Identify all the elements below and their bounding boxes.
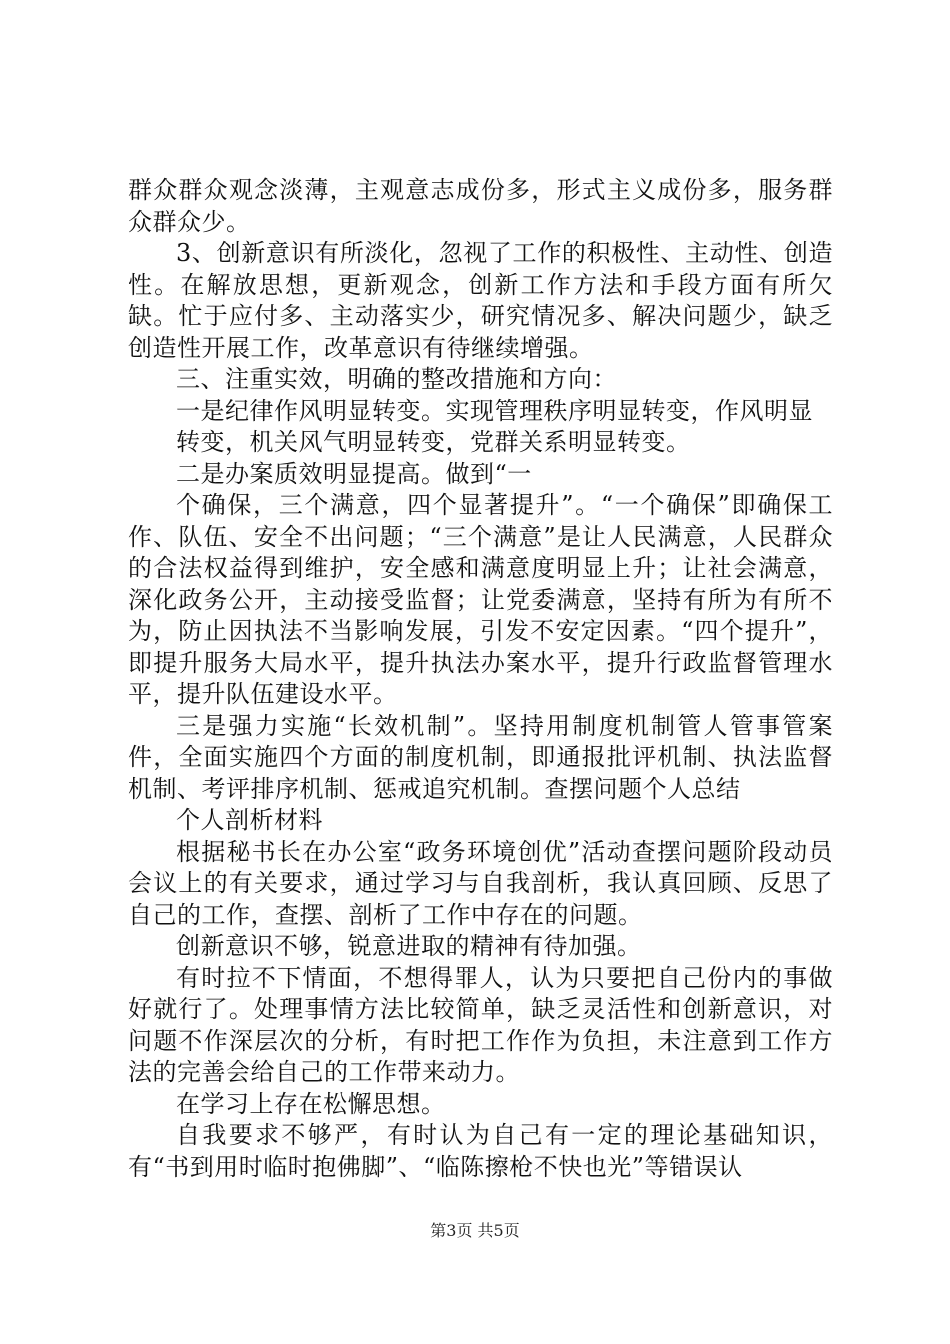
paragraph: 根据秘书长在办公室“政务环境创优”活动查摆问题阶段动员会议上的有关要求，通过学习与自我剖析，我认真回顾、反思了自己的工作，查摆、剖析了工作中存在的问题。 — [128, 837, 833, 929]
subsection-title: 个人剖析材料 — [176, 806, 323, 834]
paragraph: 自我要求不够严，有时认为自己有一定的理论基础知识，有“书到用时临时抱佛脚”、“临陈擦枪不快也光”等错误认 — [128, 1121, 833, 1181]
document-body — [128, 175, 833, 1183]
section-heading: 三、注重实效，明确的整改措施和方向： — [176, 365, 617, 393]
paragraph: 有时拉不下情面，不想得罪人，认为只要把自己份内的事做好就行了。处理事情方法比较简单，缺乏灵活性和创新意识，对问题不作深层次的分析，有时把工作作为负担，未注意到工作方法的完善会给自己的工作带来动力。 — [128, 963, 833, 1086]
page-number-label: 第3页 共5页 — [430, 1221, 520, 1240]
page-footer — [0, 1218, 950, 1241]
paragraph: 转变，机关风气明显转变，党群关系明显转变。 — [176, 428, 691, 456]
paragraph: 个确保，三个满意，四个显著提升”。“一个确保”即确保工作、队伍、安全不出问题；“三个满意”是让人民满意，人民群众的合法权益得到维护，安全感和满意度明显上升；让社会满意，深化政务公开，主动接受监督；让党委满意，坚持有所为有所不为，防止因执法不当影响发展，引发不安定因素。“四个提升”，即提升服务大局水平，提升执法办案水平，提升行政监督管理水平，提升队伍建设水平。 — [128, 491, 833, 708]
paragraph: 在学习上存在松懈思想。 — [176, 1089, 446, 1118]
paragraph: 一是纪律作风明显转变。实现管理秩序明显转变，作风明显 — [176, 396, 813, 425]
paragraph: 二是办案质效明显提高。做到“一 — [176, 459, 532, 488]
paragraph: 3、创新意识有所淡化，忽视了工作的积极性、主动性、创造性。在解放思想，更新观念，创新工作方法和手段方面有所欠缺。忙于应付多、主动落实少，研究情况多、解决问题少，缺乏创造性开展工作，改革意识有待继续增强。 — [128, 239, 833, 362]
paragraph: 群众群众观念淡薄，主观意志成份多，形式主义成份多，服务群众群众少。 — [128, 176, 833, 236]
paragraph: 创新意识不够，锐意进取的精神有待加强。 — [176, 932, 642, 960]
paragraph: 三是强力实施“长效机制”。坚持用制度机制管人管事管案件，全面实施四个方面的制度机制，即通报批评机制、执法监督机制、考评排序机制、惩戒追究机制。查摆问题个人总结 — [128, 711, 833, 803]
